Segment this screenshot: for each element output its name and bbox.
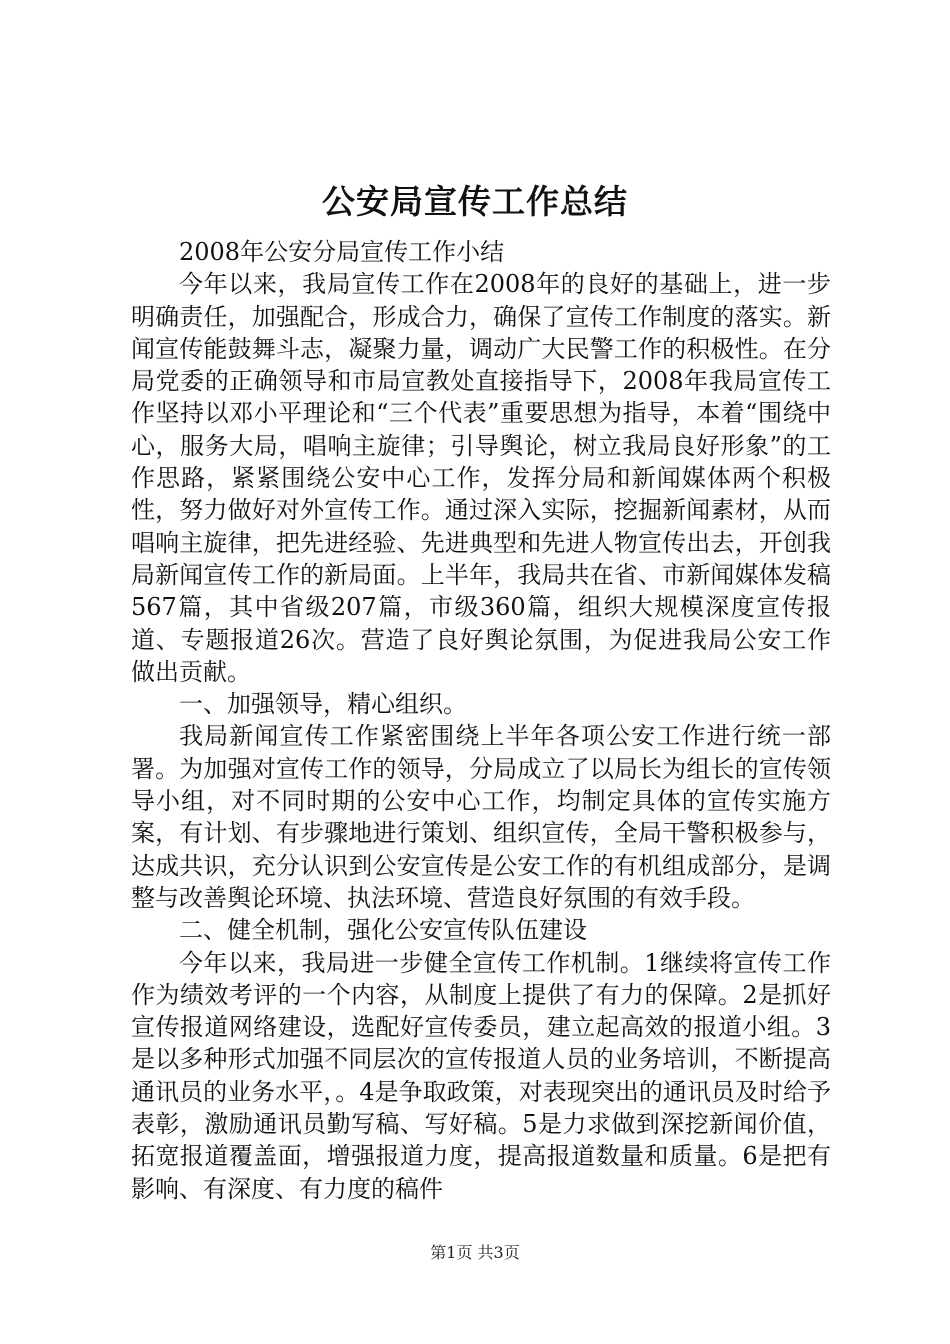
document-title: 公安局宣传工作总结 — [322, 182, 628, 221]
paragraph-section-1: 我局新闻宣传工作紧密围绕上半年各项公安工作进行统一部署。为加强对宣传工作的领导，分局成立了以局长为组长的宣传领导小组，对不同时期的公安中心工作，均制定具体的宣传实施方案，有计划、有步骤地进行策划、组织宣传，全局干警积极参与，达成共识，充分认识到公安宣传是公安工作的有机组成部分，是调整与改善舆论环境、执法环境、营造良好氛围的有效手段。 — [131, 722, 831, 912]
document-body — [131, 236, 831, 1205]
paragraph-section-2: 今年以来，我局进一步健全宣传工作机制。1继续将宣传工作作为绩效考评的一个内容，从制度上提供了有力的保障。2是抓好宣传报道网络建设，选配好宣传委员，建立起高效的报道小组。3是以多种形式加强不同层次的宣传报道人员的业务培训，不断提高通讯员的业务水平，。4是争取政策，对表现突出的通讯员及时给予表彰，激励通讯员勤写稿、写好稿。5是力求做到深挖新闻价值，拓宽报道覆盖面，增强报道力度，提高报道数量和质量。6是把有影响、有深度、有力度的稿件 — [131, 948, 831, 1203]
paragraph-subtitle: 2008年公安分局宣传工作小结 — [179, 238, 505, 266]
page-footer: 第1页 共3页 — [430, 1243, 520, 1262]
paragraph-intro: 今年以来，我局宣传工作在2008年的良好的基础上，进一步明确责任，加强配合，形成合力，确保了宣传工作制度的落实。新闻宣传能鼓舞斗志，凝聚力量，调动广大民警工作的积极性。在分局党委的正确领导和市局宣教处直接指导下，2008年我局宣传工作坚持以邓小平理论和“三个代表”重要思想为指导，本着“围绕中心，服务大局，唱响主旋律；引导舆论，树立我局良好形象”的工作思路，紧紧围绕公安中心工作，发挥分局和新闻媒体两个积极性，努力做好对外宣传工作。通过深入实际，挖掘新闻素材，从而唱响主旋律，把先进经验、先进典型和先进人物宣传出去，开创我局新闻宣传工作的新局面。上半年，我局共在省、市新闻媒体发稿567篇，其中省级207篇，市级360篇，组织大规模深度宣传报道、专题报道26次。营造了良好舆论氛围，为促进我局公安工作做出贡献。 — [131, 270, 831, 686]
section-heading-2: 二、健全机制，强化公安宣传队伍建设 — [179, 916, 587, 945]
section-heading-1: 一、加强领导，精心组织。 — [179, 690, 467, 719]
